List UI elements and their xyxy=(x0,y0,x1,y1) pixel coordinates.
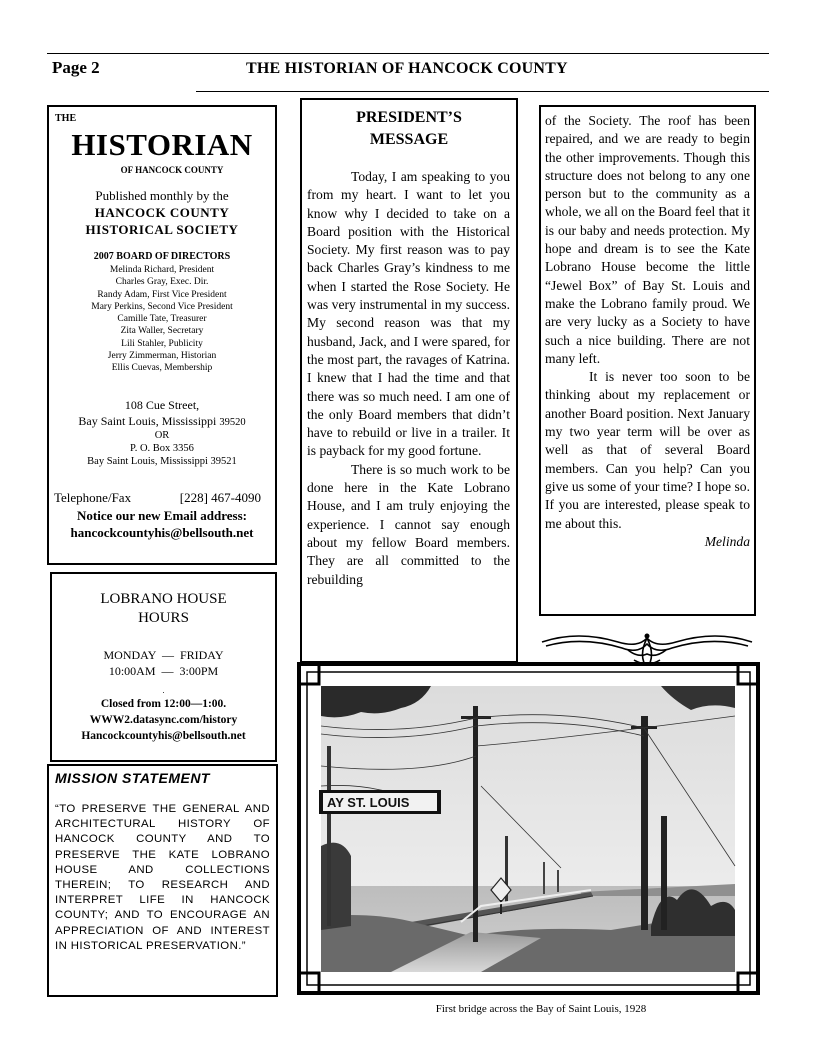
header-top-rule xyxy=(47,53,769,54)
masthead-subtitle: OF HANCOCK COUNTY xyxy=(120,165,224,175)
hours-info xyxy=(52,696,275,744)
org-name-line1: HANCOCK COUNTY xyxy=(94,205,230,220)
hours-title-line2: HOURS xyxy=(138,610,189,626)
closed-note: Closed from 12:00—1:00. xyxy=(100,698,227,710)
president-title-line2: MESSAGE xyxy=(369,131,449,148)
newsletter-header-title: THE HISTORIAN OF HANCOCK COUNTY xyxy=(246,60,568,77)
president-title-line1: PRESIDENT’S xyxy=(356,109,462,126)
president-message-continued-box xyxy=(539,105,756,616)
hours-box xyxy=(50,572,277,762)
photo-caption: First bridge across the Bay of Saint Louis, 1928 xyxy=(435,1003,647,1015)
hours-title xyxy=(52,590,275,628)
president-message-box xyxy=(300,98,518,663)
masthead-the: THE xyxy=(55,113,77,124)
telephone-line xyxy=(54,490,261,506)
board-member: Zita Waller, Secretary xyxy=(120,326,204,337)
president-message-body xyxy=(307,168,510,589)
email-notice: Notice our new Email address: xyxy=(77,508,247,523)
masthead-box xyxy=(47,105,277,565)
president-paragraph: It is never too soon to be thinking about my replacement or another Board position. Next January my two year term will be over as well as that of several Board members. Can you help? Can you give us some of your time? I hope so. If you are interested, please speak to me about this. xyxy=(545,369,750,531)
president-message-continued-body xyxy=(545,112,750,551)
street-sign-text: AY ST. LOUIS xyxy=(327,795,410,810)
header-bottom-rule xyxy=(196,91,769,92)
hours-title-line1: LOBRANO HOUSE xyxy=(100,591,227,607)
website-link[interactable]: WWW2.datasync.com/history xyxy=(89,714,238,726)
president-paragraph: of the Society. The roof has been repaired, and we are ready to begin the other improvements. Though this structure does not belong to any one person but to the community as a whole, we all on the Board feel that it is our baby and needs protection. My hope and dream is to see the Kate Lobrano House become the little “Jewel Box” of Bay St. Louis and make the Lobrano family proud. We are very lucky as a Society to have such a nice building. There are not many left. xyxy=(545,113,750,366)
hours-times: 10:00AM — 3:00PM xyxy=(108,664,219,678)
notice-block xyxy=(49,507,275,541)
mission-text: “TO PRESERVE THE GENERAL AND ARCHITECTURAL HISTORY OF HANCOCK COUNTY AND TO PRESERVE THE KATE LOBRANO HOUSE AND COLLECTIONS THEREIN; TO RESEARCH AND INTERPRET LIFE IN HANCOCK COUNTY; AND TO ENCOURAGE AN APPRECIATION OF AND INTEREST IN HISTORICAL PRESERVATION.” xyxy=(55,803,270,952)
board-member: Mary Perkins, Second Vice President xyxy=(91,301,233,312)
mission-box xyxy=(47,764,278,997)
hours-schedule xyxy=(52,647,275,679)
zip-code: 39520 xyxy=(219,417,246,428)
board-list xyxy=(49,264,275,375)
telephone-number: [228] 467-4090 xyxy=(179,490,261,505)
board-member: Ellis Cuevas, Membership xyxy=(111,363,213,374)
president-signature: Melinda xyxy=(704,533,750,549)
page-number: Page 2 xyxy=(52,58,100,77)
masthead-name: HISTORIAN xyxy=(71,127,253,162)
published-by: Published monthly by the xyxy=(95,188,229,203)
board-member: Jerry Zimmerman, Historian xyxy=(107,351,217,362)
street-address: 108 Cue Street, xyxy=(124,398,200,412)
po-city-line: Bay Saint Louis, Mississippi 39521 xyxy=(87,456,237,467)
president-message-title xyxy=(302,107,516,151)
po-box: P. O. Box 3356 xyxy=(130,443,194,454)
email-address[interactable]: hancockcountyhis@bellsouth.net xyxy=(70,525,254,540)
historic-bridge-photo xyxy=(297,662,760,995)
board-member: Camille Tate, Treasurer xyxy=(117,314,207,325)
hours-days: MONDAY — FRIDAY xyxy=(103,648,224,662)
mission-title: MISSION STATEMENT xyxy=(55,770,210,786)
hours-email-link[interactable]: Hancockcountyhis@bellsouth.net xyxy=(81,730,246,742)
president-paragraph: Today, I am speaking to you from my heart. I want to let you know why I decided to take on a Board position with the Historical Society. My first reason was to pay back Charles Gray’s kindness to me when I started the Rose Society. He was very instrumental in my success. My second reason was that my husband, Jack, and I were spared, for the most part, the ravages of Katrina. I knew that I had the time and that there was so much need. I am one of the only Board members that didn’t have to rebuild or live in a trailer. It is payback for my good fortune. xyxy=(307,169,510,459)
board-member: Melinda Richard, President xyxy=(109,265,215,275)
org-name-line2: HISTORICAL SOCIETY xyxy=(85,222,239,237)
city-line xyxy=(49,415,275,429)
board-member: Lili Stahler, Publicity xyxy=(121,338,203,349)
hours-dot: . xyxy=(162,686,165,695)
board-member: Randy Adam, First Vice President xyxy=(97,289,227,300)
city-state: Bay Saint Louis, Mississippi xyxy=(78,414,217,428)
board-member: Charles Gray, Exec. Dir. xyxy=(115,277,209,288)
telephone-label: Telephone/Fax xyxy=(54,490,132,505)
address-block xyxy=(49,399,275,468)
publisher-block xyxy=(49,187,275,238)
board-title: 2007 BOARD OF DIRECTORS xyxy=(93,251,231,262)
president-paragraph: There is so much work to be done here in the Kate Lobrano House, and I am truly enjoying the experience. I cannot say enough about my fellow Board members. They are all committed to the rebuilding xyxy=(307,461,510,587)
or-label: OR xyxy=(154,430,170,441)
